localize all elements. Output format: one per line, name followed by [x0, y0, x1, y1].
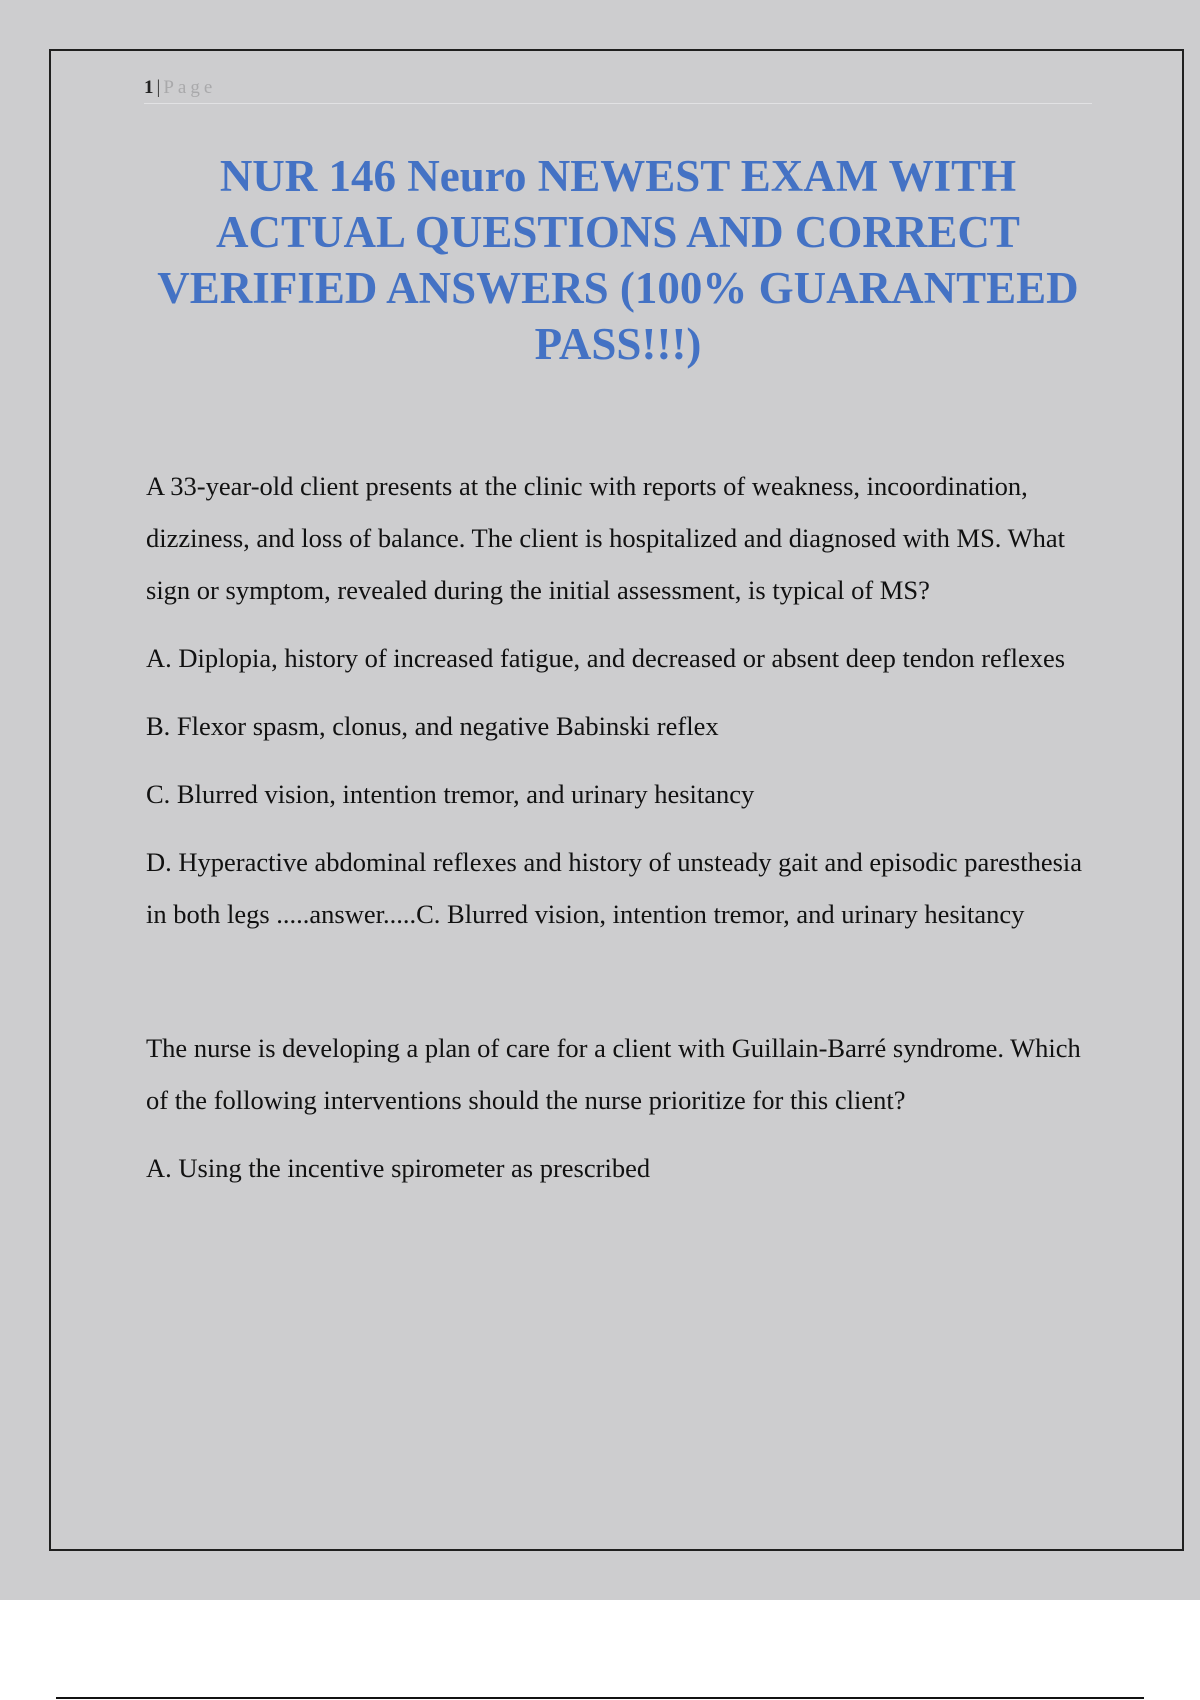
question-1-option-b: B. Flexor spasm, clonus, and negative Babinski reflex — [146, 711, 719, 741]
document-title: NUR 146 Neuro NEWEST EXAM WITH ACTUAL QUESTIONS AND CORRECT VERIFIED ANSWERS (100% GUARANTEED PASS!!!) — [157, 151, 1079, 369]
question-1-option-c: C. Blurred vision, intention tremor, and urinary hesitancy — [146, 779, 755, 809]
question-2-option-a: A. Using the incentive spirometer as prescribed — [146, 1153, 651, 1183]
page-header — [144, 72, 1092, 104]
question-1-text: A 33-year-old client presents at the clinic with reports of weakness, incoordination, dizziness, and loss of balance. The client is hospitalized and diagnosed with MS. What sign or symptom, revealed during the initial assessment, is typical of MS? — [146, 471, 1065, 605]
question-spacer — [146, 956, 1096, 1022]
page-label: Page — [163, 77, 217, 98]
document-body — [146, 460, 1096, 1210]
next-page-rule — [56, 1697, 1144, 1699]
question-1-option-a: A. Diplopia, history of increased fatigue, and decreased or absent deep tendon reflexes — [146, 643, 1066, 673]
question-1-option-d: D. Hyperactive abdominal reflexes and history of unsteady gait and episodic paresthesia in both legs .....answer.....C. Blurred vision, intention tremor, and urinary hesitancy — [146, 847, 1083, 929]
header-separator: | — [156, 77, 161, 98]
question-2-text: The nurse is developing a plan of care for a client with Guillain-Barré syndrome. Which of the following interventions should the nurse prioritize for this client? — [146, 1033, 1081, 1115]
page-number: 1 — [144, 77, 154, 98]
